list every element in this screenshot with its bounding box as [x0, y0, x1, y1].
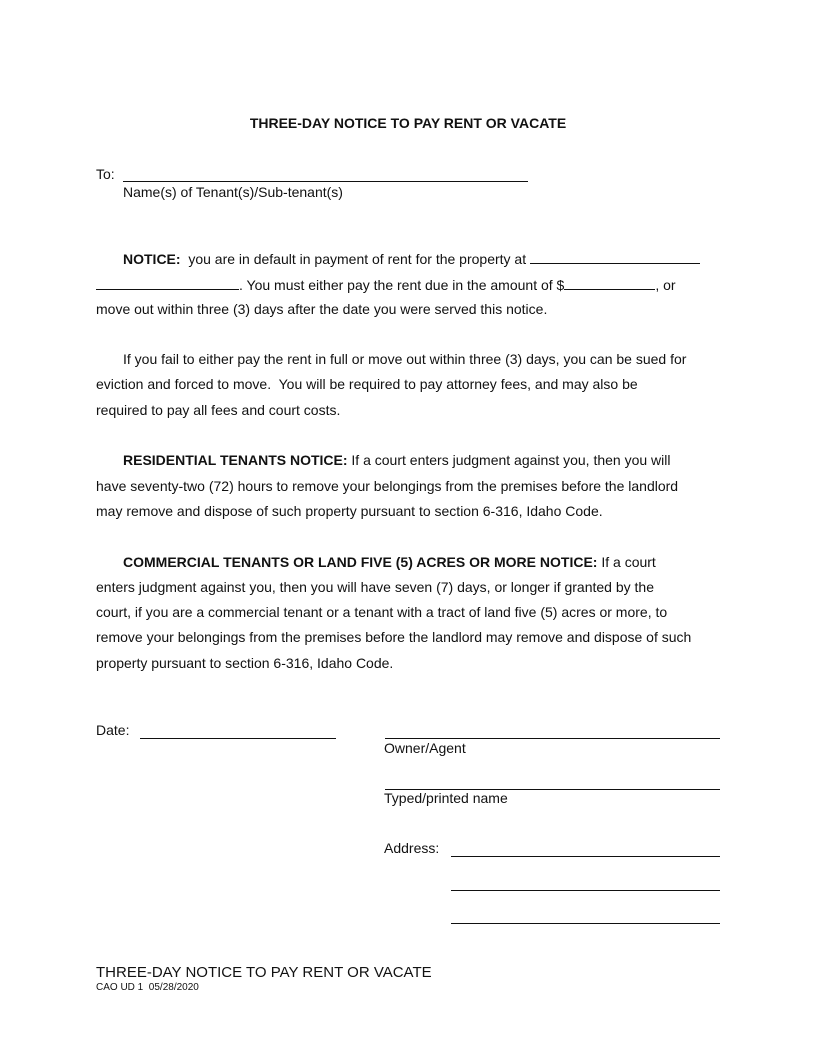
notice-line-1	[123, 250, 700, 267]
notice-text: you are in default in payment of rent for the property at	[180, 251, 530, 267]
notice-line-2	[96, 276, 676, 293]
address-field-1[interactable]	[451, 856, 720, 857]
fail-line: If you fail to either pay the rent in full or move out within three (3) days, you can be sued for	[123, 351, 687, 367]
notice-line-3: move out within three (3) days after the date you were served this notice.	[96, 301, 548, 317]
tenant-name-caption: Name(s) of Tenant(s)/Sub-tenant(s)	[123, 184, 343, 200]
address-label: Address:	[384, 840, 440, 856]
commercial-heading: COMMERCIAL TENANTS OR LAND FIVE (5) ACRES OR MORE NOTICE:	[123, 554, 598, 570]
address-field-3[interactable]	[451, 923, 720, 924]
commercial-line: enters judgment against you, then you will have seven (7) days, or longer if granted by the	[96, 579, 654, 595]
notice-text: , or	[655, 277, 676, 293]
fail-line: eviction and forced to move. You will be required to pay attorney fees, and may also be	[96, 376, 638, 392]
tenant-name-field[interactable]	[123, 181, 528, 182]
date-label: Date:	[96, 722, 130, 738]
typed-name-caption: Typed/printed name	[384, 790, 508, 806]
fail-line: required to pay all fees and court costs.	[96, 402, 341, 418]
commercial-line: property pursuant to section 6-316, Idaho Code.	[96, 655, 394, 671]
owner-agent-caption: Owner/Agent	[384, 740, 466, 756]
residential-line	[123, 452, 671, 468]
residential-line: may remove and dispose of such property pursuant to section 6-316, Idaho Code.	[96, 503, 603, 519]
property-address-field-2[interactable]	[96, 276, 239, 290]
commercial-line	[123, 554, 656, 570]
notice-text: . You must either pay the rent due in the amount of $	[239, 277, 565, 293]
owner-signature-field[interactable]	[385, 738, 720, 739]
rent-amount-field[interactable]	[564, 276, 655, 290]
residential-heading: RESIDENTIAL TENANTS NOTICE:	[123, 452, 348, 468]
commercial-text: If a court	[597, 554, 656, 570]
residential-line: have seventy-two (72) hours to remove your belongings from the premises before the landlord	[96, 478, 679, 494]
footer-form-code: CAO UD 1 05/28/2020	[96, 982, 199, 993]
footer-title: THREE-DAY NOTICE TO PAY RENT OR VACATE	[96, 964, 432, 981]
address-field-2[interactable]	[451, 890, 720, 891]
property-address-field[interactable]	[530, 250, 700, 264]
commercial-line: court, if you are a commercial tenant or a tenant with a tract of land five (5) acres or more, to	[96, 604, 668, 620]
commercial-line: remove your belongings from the premises before the landlord may remove and dispose of such	[96, 629, 692, 645]
document-title: THREE-DAY NOTICE TO PAY RENT OR VACATE	[249, 115, 567, 131]
residential-text: If a court enters judgment against you, then you will	[347, 452, 671, 468]
to-label: To:	[96, 166, 115, 182]
notice-heading: NOTICE:	[123, 251, 181, 267]
date-field[interactable]	[140, 738, 336, 739]
